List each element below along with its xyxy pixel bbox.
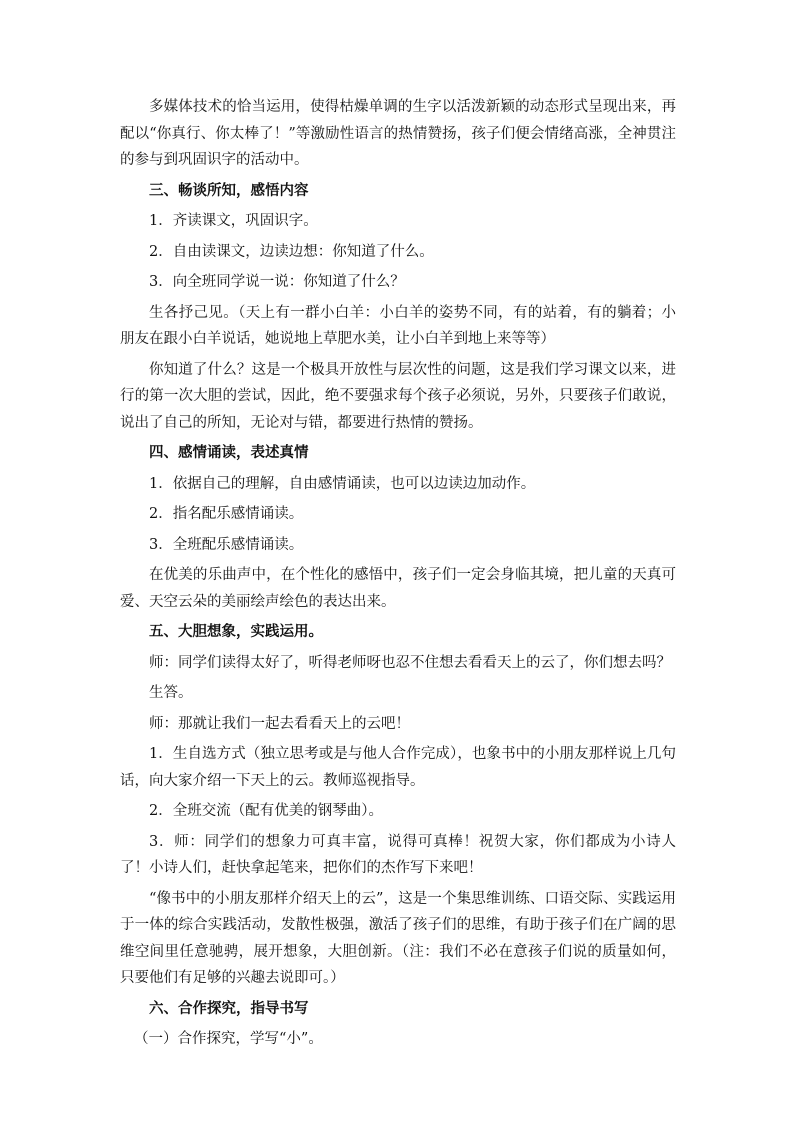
- section-heading-3: 三、畅谈所知，感悟内容: [149, 181, 309, 199]
- list-item: 1．齐读课文，巩固识字。: [149, 213, 318, 229]
- section-heading-6: 六、合作探究，指导书写: [149, 999, 309, 1017]
- document-body: [120, 94, 676, 1053]
- paragraph: 生各抒己见。（天上有一群小白羊：小白羊的姿势不同，有的站着，有的躺着；小朋友在跟小白羊说话，她说地上草肥水美，让小白羊到地上来等等）: [120, 304, 676, 347]
- paragraph: 生答。: [149, 685, 193, 701]
- list-item: 2．全班交流（配有优美的钢琴曲）。: [149, 803, 383, 819]
- section-heading-5: 五、大胆想象，实践运用。: [149, 623, 323, 640]
- section-heading-4: 四、感情诵读，表述真情: [149, 444, 309, 461]
- paragraph: 在优美的乐曲声中，在个性化的感悟中，孩子们一定会身临其境，把儿童的天真可爱、天空云朵的美丽绘声绘色的表达出来。: [120, 567, 676, 610]
- list-item: 2．自由读课文，边读边想：你知道了什么。: [149, 243, 434, 260]
- list-item: 3．全班配乐感情诵读。: [149, 536, 304, 553]
- paragraph: 师：那就让我们一起去看看天上的云吧！: [149, 715, 410, 732]
- list-item: 1．依据自己的理解，自由感情诵读，也可以边读边加动作。: [149, 475, 536, 492]
- paragraph: 师：同学们读得太好了，听得老师呀也忍不住想去看看天上的云了，你们想去吗？: [149, 654, 671, 671]
- paragraph: “像书中的小朋友那样介绍天上的云”，这是一个集思维训练、口语交际、实践运用于一体的综合实践活动，发散性极强，激活了孩子们的思维，有助于孩子们在广阔的思维空间里任意驰骋，展开想象，大胆创新。（注：我们不必在意孩子们说的质量如何，只要他们有足够的兴趣去说即可。）: [120, 890, 676, 986]
- sub-heading: （一）合作探究，学写“小”。: [134, 1031, 323, 1047]
- list-item: 1．生自选方式（独立思考或是与他人合作完成），也象书中的小朋友那样说上几句话，向大家介绍一下天上的云。教师巡视指导。: [120, 746, 676, 789]
- list-item: 3．师：同学们的想象力可真丰富，说得可真棒！祝贺大家，你们都成为小诗人了！小诗人们，赶快拿起笔来，把你们的杰作写下来吧！: [120, 833, 676, 876]
- list-item: 2．指名配乐感情诵读。: [149, 506, 304, 522]
- list-item: 3．向全班同学说一说：你知道了什么？: [149, 274, 405, 290]
- paragraph: 你知道了什么？这是一个极具开放性与层次性的问题，这是我们学习课文以来，进行的第一次大胆的尝试，因此，绝不要强求每个孩子必须说，另外，只要孩子们敢说，说出了自己的所知，无论对与错，都要进行热情的赞扬。: [120, 361, 676, 431]
- paragraph-intro: 多媒体技术的恰当运用，使得枯燥单调的生字以活泼新颖的动态形式呈现出来，再配以“你真行、你太棒了！”等激励性语言的热情赞扬，孩子们便会情绪高涨，全神贯注的参与到巩固识字的活动中。: [120, 99, 676, 168]
